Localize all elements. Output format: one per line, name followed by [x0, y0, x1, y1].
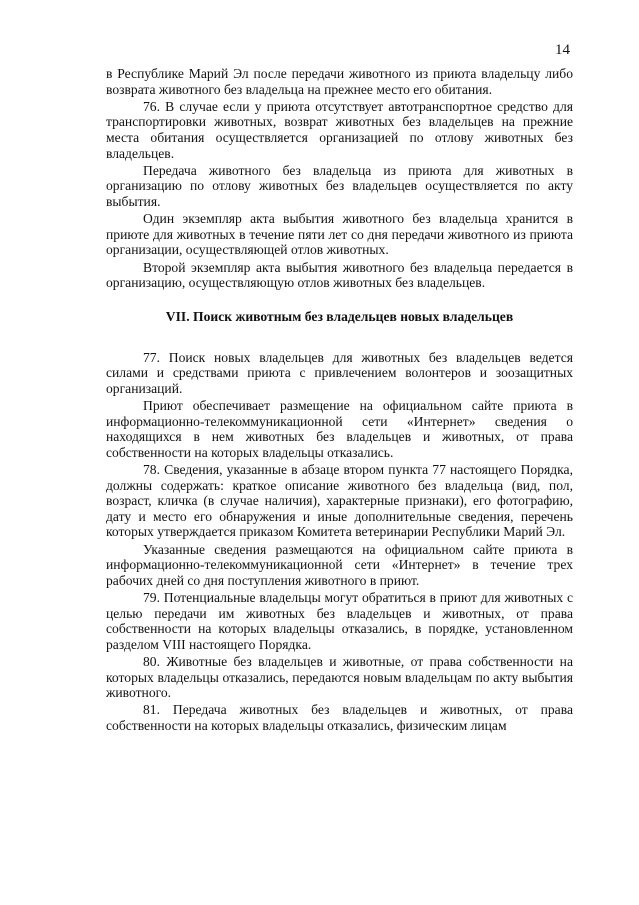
paragraph-80: 80. Животные без владельцев и животные, от права собственности на которых владельцы отказались, передаются новым владельцам по акту выбытия животного. — [106, 653, 573, 701]
paragraph: Передача животного без владельца из приюта для животных в организацию по отлову животных без владельцев осуществляется по акту выбытия. — [106, 162, 573, 209]
paragraph-81: 81. Передача животных без владельцев и животных, от права собственности на которых владельцы отказались, физическим лицам — [106, 702, 573, 733]
page-number: 14 — [555, 42, 570, 58]
paragraph: Один экземпляр акта выбытия животного без владельца хранится в приюте для животных в течение пяти лет со дня передачи животного из приюта организации, осуществляющей отлов животных. — [106, 211, 573, 258]
paragraph-77: 77. Поиск новых владельцев для животных без владельцев ведется силами и средствами приюта с привлечением волонтеров и зоозащитных организаций. — [106, 349, 573, 396]
paragraph-76: 76. В случае если у приюта отсутствует автотранспортное средство для транспортировки животных, возврат животных без владельцев на прежние места обитания осуществляется организацией по отлову животных без владельцев. — [106, 98, 573, 161]
document-body — [106, 66, 573, 735]
paragraph: Второй экземпляр акта выбытия животного без владельца передается в организацию, осуществляющую отлов животных без владельцев. — [106, 259, 573, 291]
paragraph: Приют обеспечивает размещение на официальном сайте приюта в информационно-телекоммуникационной сети «Интернет» сведения о находящихся в нем животных без владельцев и животных, от права собственности на которых владельцы отказались. — [106, 398, 573, 460]
paragraph: в Республике Марий Эл после передачи животного из приюта владельцу либо возврата животного без владельца на прежнее место его обитания. — [106, 66, 573, 97]
section-heading: VII. Поиск животным без владельцев новых владельцев — [165, 308, 514, 324]
paragraph: Указанные сведения размещаются на официальном сайте приюта в информационно-телекоммуникационной сети «Интернет» в течение трех рабочих дней со дня поступления животного в приют. — [106, 541, 573, 588]
paragraph-78: 78. Сведения, указанные в абзаце втором пункта 77 настоящего Порядка, должны содержать: краткое описание животного без владельца (вид, пол, возраст, кличка (в случае наличия), характерные признаки), его фотографию, дату и место его обнаружения и иные дополнительные сведения, перечень которых утверждается приказом Комитета ветеринарии Республики Марий Эл. — [106, 462, 573, 540]
paragraph-79: 79. Потенциальные владельцы могут обратиться в приют для животных с целью передачи им животных без владельцев и животных, от права собственности на которых владельцы отказались, в порядке, установленном разделом VIII настоящего Порядка. — [106, 589, 573, 652]
